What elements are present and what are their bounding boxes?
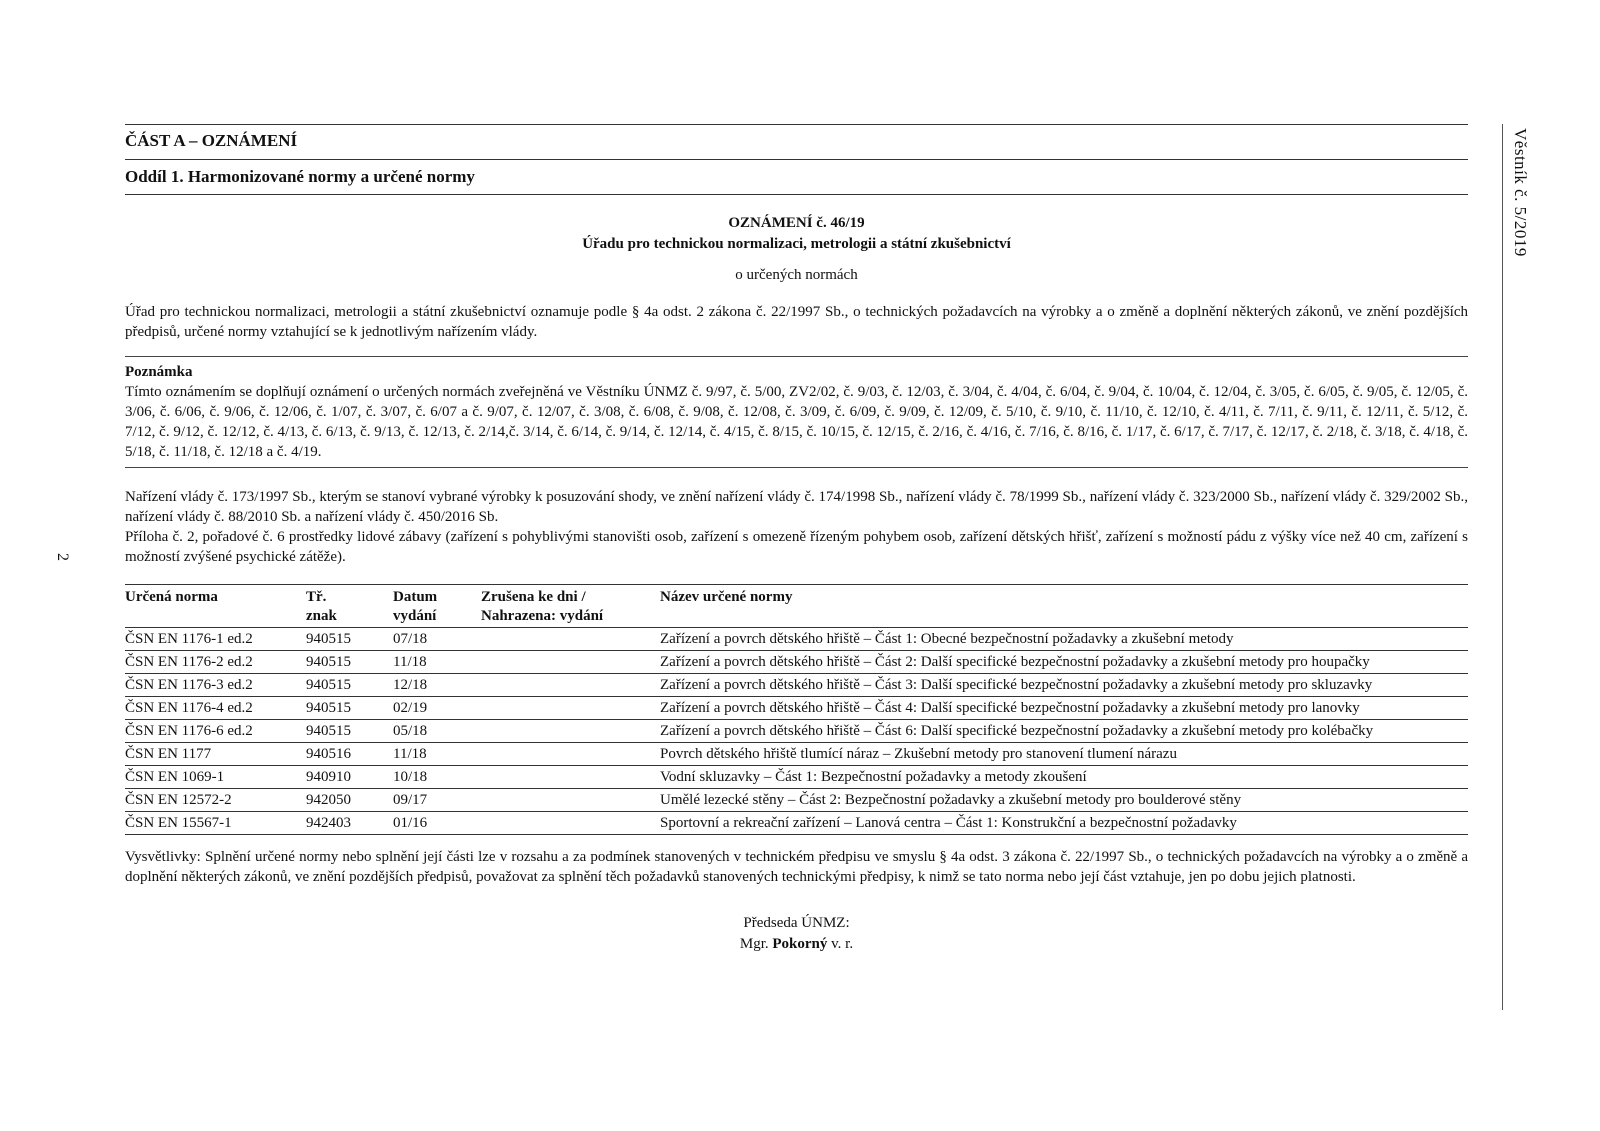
cell-date: 02/19 — [393, 697, 481, 720]
table-row — [125, 766, 1468, 789]
cell-norm: ČSN EN 1176-4 ed.2 — [125, 697, 306, 720]
signature-line — [125, 934, 1468, 955]
signature-suffix: v. r. — [831, 936, 854, 952]
signature-role: Předseda ÚNMZ: — [743, 915, 850, 931]
cell-class: 940516 — [306, 743, 393, 766]
signature-name: Pokorný — [772, 936, 828, 952]
cell-name: Zařízení a povrch dětského hřiště – Část 3: Další specifické bezpečnostní požadavky a zkušební metody pro skluzavky — [660, 674, 1468, 697]
cell-name: Zařízení a povrch dětského hřiště – Část 4: Další specifické bezpečnostní požadavky a zkušební metody pro lanovky — [660, 697, 1468, 720]
note-text: Tímto oznámením se doplňují oznámení o určených normách zveřejněná ve Věstníku ÚNMZ č. 9/97, č. 5/00, ZV2/02, č. 9/03, č. 12/03, č. 3/04, č. 4/04, č. 6/04, č. 9/04, č. 10/04, č. 12/04, č. 3/05, č. 6/05, č. 9/05, č. 12/05, č. 3/06, č. 6/06, č. 9/06, č. 12/06, č. 1/07, č. 3/07, č. 6/07 a č. 9/07, č. 12/07, č. 3/08, č. 6/08, č. 9/08, č. 12/08, č. 3/09, č. 6/09, č. 9/09, č. 12/09, č. 5/10, č. 9/10, č. 11/10, č. 12/10, č. 4/11, č. 7/11, č. 9/11, č. 12/11, č. 5/12, č. 7/12, č. 9/12, č. 12/12, č. 4/13, č. 6/13, č. 9/13, č. 12/13, č. 2/14,č. 3/14, č. 6/14, č. 9/14, č. 12/14, č. 4/15, č. 8/15, č. 10/15, č. 12/15, č. 2/16, č. 4/16, č. 7/16, č. 8/16, č. 1/17, č. 6/17, č. 7/17, č. 12/17, č. 2/18, č. 3/18, č. 4/18, č. 5/18, č. 11/18, č. 12/18 a č. 4/19. — [125, 384, 1468, 460]
section-title: Oddíl 1. Harmonizované normy a určené normy — [125, 167, 475, 186]
document-body — [125, 124, 1468, 955]
cell-norm: ČSN EN 1176-2 ed.2 — [125, 651, 306, 674]
cell-name: Umělé lezecké stěny – Část 2: Bezpečnostní požadavky a zkušební metody pro boulderové stěny — [660, 789, 1468, 812]
cell-repealed — [481, 651, 660, 674]
cell-class: 942403 — [306, 812, 393, 835]
cell-date: 05/18 — [393, 720, 481, 743]
header-repealed-line1: Zrušena ke dni / — [481, 589, 586, 605]
table-row — [125, 812, 1468, 835]
cell-norm: ČSN EN 1069-1 — [125, 766, 306, 789]
journal-issue-header: Věstník č. 5/2019 — [1511, 128, 1530, 257]
header-date-line2: vydání — [393, 608, 437, 624]
cell-date: 01/16 — [393, 812, 481, 835]
announcement-intro: Úřad pro technickou normalizaci, metrologii a státní zkušebnictví oznamuje podle § 4a odst. 2 zákona č. 22/1997 Sb., o technických požadavcích na výrobky a o změně a doplnění některých zákonů, ve znění pozdějších předpisů, určené normy vztahující se k jednotlivým nařízením vlády. — [125, 304, 1468, 340]
cell-date: 12/18 — [393, 674, 481, 697]
cell-date: 09/17 — [393, 789, 481, 812]
table-row — [125, 743, 1468, 766]
announcement-title: OZNÁMENÍ č. 46/19 — [728, 215, 865, 231]
signature-block — [125, 913, 1468, 955]
norms-table-body — [125, 628, 1468, 835]
norms-table — [125, 584, 1468, 835]
cell-date: 07/18 — [393, 628, 481, 651]
cell-name: Zařízení a povrch dětského hřiště – Část 6: Další specifické bezpečnostní požadavky a zkušební metody pro kolébačky — [660, 720, 1468, 743]
cell-repealed — [481, 812, 660, 835]
divider — [125, 194, 1468, 195]
cell-norm: ČSN EN 1177 — [125, 743, 306, 766]
table-row — [125, 651, 1468, 674]
cell-repealed — [481, 789, 660, 812]
note-box — [125, 356, 1468, 468]
part-title: ČÁST A – OZNÁMENÍ — [125, 131, 298, 150]
cell-repealed — [481, 720, 660, 743]
cell-name: Povrch dětského hřiště tlumící náraz – Zkušební metody pro stanovení tlumení nárazu — [660, 743, 1468, 766]
table-row — [125, 697, 1468, 720]
regulation-annex: Příloha č. 2, pořadové č. 6 prostředky lidové zábavy (zařízení s pohyblivými stanovišti osob, zařízení s omezeně řízeným pohybem osob, zařízení dětských hřišť, zařízení s možností pádu z výšky více než 40 cm, zařízení s možností zvýšené psychické zátěže). — [125, 529, 1468, 565]
cell-norm: ČSN EN 15567-1 — [125, 812, 306, 835]
regulation-text: Nařízení vlády č. 173/1997 Sb., kterým se stanoví vybrané výrobky k posuzování shody, ve znění nařízení vlády č. 174/1998 Sb., nařízení vlády č. 78/1999 Sb., nařízení vlády č. 323/2000 Sb., nařízení vlády č. 329/2002 Sb., nařízení vlády č. 88/2010 Sb. a nařízení vlády č. 450/2016 Sb. — [125, 489, 1468, 525]
header-date-line1: Datum — [393, 589, 438, 605]
announcement-topic: o určených normách — [735, 267, 858, 283]
cell-name: Vodní skluzavky – Část 1: Bezpečnostní požadavky a metody zkoušení — [660, 766, 1468, 789]
header-class — [306, 585, 393, 628]
regulation-block — [125, 487, 1468, 567]
header-repealed — [481, 585, 660, 628]
header-class-line2: znak — [306, 608, 337, 624]
cell-norm: ČSN EN 1176-1 ed.2 — [125, 628, 306, 651]
cell-repealed — [481, 743, 660, 766]
cell-repealed — [481, 766, 660, 789]
cell-class: 942050 — [306, 789, 393, 812]
cell-norm: ČSN EN 1176-6 ed.2 — [125, 720, 306, 743]
page-number: 2 — [54, 553, 71, 561]
cell-name: Sportovní a rekreační zařízení – Lanová centra – Část 1: Konstrukční a bezpečnostní požadavky — [660, 812, 1468, 835]
cell-class: 940515 — [306, 651, 393, 674]
header-norm: Určená norma — [125, 585, 306, 628]
cell-class: 940515 — [306, 674, 393, 697]
cell-class: 940910 — [306, 766, 393, 789]
cell-name: Zařízení a povrch dětského hřiště – Část 2: Další specifické bezpečnostní požadavky a zkušební metody pro houpačky — [660, 651, 1468, 674]
header-class-line1: Tř. — [306, 589, 327, 605]
cell-date: 11/18 — [393, 651, 481, 674]
header-date — [393, 585, 481, 628]
table-row — [125, 674, 1468, 697]
cell-date: 11/18 — [393, 743, 481, 766]
cell-norm: ČSN EN 12572-2 — [125, 789, 306, 812]
header-name: Název určené normy — [660, 585, 1468, 628]
table-row — [125, 789, 1468, 812]
cell-class: 940515 — [306, 697, 393, 720]
signature-prefix: Mgr. — [739, 936, 769, 952]
cell-repealed — [481, 674, 660, 697]
note-title: Poznámka — [125, 364, 193, 380]
table-row — [125, 720, 1468, 743]
cell-norm: ČSN EN 1176-3 ed.2 — [125, 674, 306, 697]
header-repealed-line2: Nahrazena: vydání — [481, 608, 604, 624]
announcement-issuer: Úřadu pro technickou normalizaci, metrologii a státní zkušebnictví — [582, 236, 1011, 252]
cell-name: Zařízení a povrch dětského hřiště – Část 1: Obecné bezpečnostní požadavky a zkušební metody — [660, 628, 1468, 651]
cell-repealed — [481, 628, 660, 651]
cell-repealed — [481, 697, 660, 720]
explanation: Vysvětlivky: Splnění určené normy nebo splnění její části lze v rozsahu a za podmínek stanovených v technickém předpisu ve smyslu § 4a odst. 3 zákona č. 22/1997 Sb., o technických požadavcích na výrobky a o změně a doplnění některých zákonů, ve znění pozdějších předpisů, považovat za splnění těch požadavků stanovených technickými předpisy, k nimž se tato norma nebo její část vztahuje, jen po dobu jejich platnosti. — [125, 849, 1468, 885]
cell-class: 940515 — [306, 628, 393, 651]
table-row — [125, 628, 1468, 651]
cell-class: 940515 — [306, 720, 393, 743]
margin-rule — [1502, 124, 1503, 1010]
table-header-row — [125, 585, 1468, 628]
cell-date: 10/18 — [393, 766, 481, 789]
